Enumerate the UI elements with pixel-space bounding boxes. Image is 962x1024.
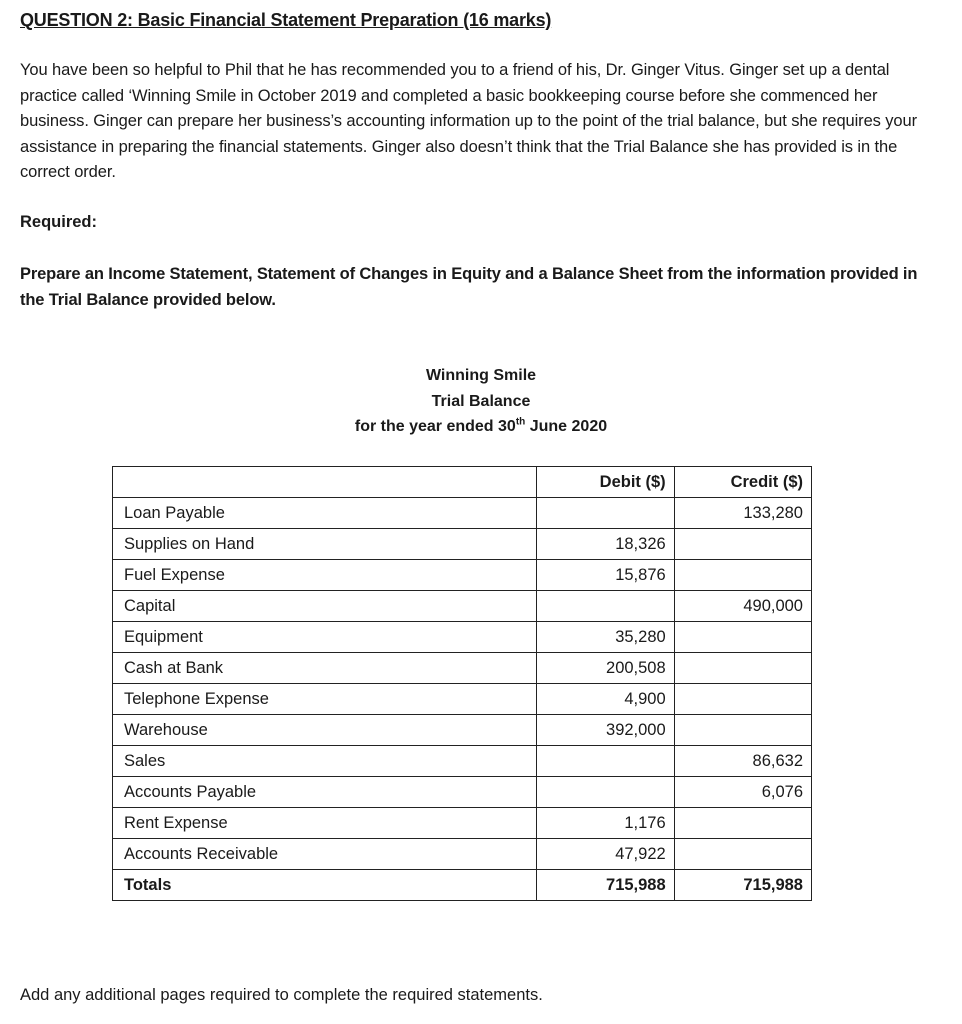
account-cell: Sales (113, 746, 537, 777)
account-cell: Accounts Payable (113, 777, 537, 808)
table-row (113, 715, 812, 746)
period-ordinal: th (515, 416, 526, 428)
company-name: Winning Smile (425, 367, 537, 384)
debit-cell: 200,508 (537, 653, 674, 684)
credit-cell: 490,000 (674, 591, 811, 622)
account-column-header (113, 467, 537, 498)
credit-cell (674, 808, 811, 839)
account-cell: Fuel Expense (113, 560, 537, 591)
credit-cell: 6,076 (674, 777, 811, 808)
debit-cell (537, 777, 674, 808)
account-cell: Cash at Bank (113, 653, 537, 684)
credit-cell (674, 684, 811, 715)
account-cell: Accounts Receivable (113, 839, 537, 870)
report-period (300, 414, 662, 440)
account-cell: Rent Expense (113, 808, 537, 839)
footer-note: Add any additional pages required to complete the required statements. (20, 986, 543, 1004)
debit-cell: 47,922 (537, 839, 674, 870)
question-intro: You have been so helpful to Phil that he has recommended you to a friend of his, Dr. Ginger Vitus. Ginger set up a dental practice called ‘Winning Smile in October 2019 and completed a basic bookkeeping course before she commenced her business. Ginger can prepare her business’s accounting information up to the point of the trial balance, but she requires your assistance in preparing the financial statements. Ginger also doesn’t think that the Trial Balance she has provided is in the correct order. (20, 61, 917, 181)
debit-cell (537, 591, 674, 622)
table-row (113, 560, 812, 591)
credit-column-header: Credit ($) (674, 467, 811, 498)
totals-row (113, 870, 812, 901)
table-row (113, 498, 812, 529)
trial-balance-table (112, 466, 812, 901)
table-row (113, 529, 812, 560)
account-cell: Warehouse (113, 715, 537, 746)
credit-cell (674, 622, 811, 653)
debit-cell: 4,900 (537, 684, 674, 715)
credit-cell (674, 653, 811, 684)
table-header-row (113, 467, 812, 498)
question-title: QUESTION 2: Basic Financial Statement Preparation (16 marks) (20, 10, 552, 30)
table-row (113, 839, 812, 870)
period-suffix: June 2020 (525, 418, 608, 435)
debit-column-header: Debit ($) (537, 467, 674, 498)
debit-cell: 18,326 (537, 529, 674, 560)
trial-balance-heading (300, 363, 662, 440)
report-title: Trial Balance (431, 392, 531, 410)
debit-cell: 1,176 (537, 808, 674, 839)
table-row (113, 622, 812, 653)
credit-cell (674, 839, 811, 870)
totals-debit: 715,988 (537, 870, 674, 901)
credit-cell: 133,280 (674, 498, 811, 529)
trial-balance-body (113, 498, 812, 901)
credit-cell: 86,632 (674, 746, 811, 777)
account-cell: Telephone Expense (113, 684, 537, 715)
credit-cell (674, 529, 811, 560)
period-prefix: for the year ended 30 (354, 418, 516, 435)
table-row (113, 653, 812, 684)
table-row (113, 808, 812, 839)
totals-label: Totals (113, 870, 537, 901)
table-row (113, 746, 812, 777)
table-row (113, 777, 812, 808)
debit-cell: 15,876 (537, 560, 674, 591)
credit-cell (674, 715, 811, 746)
table-row (113, 684, 812, 715)
account-cell: Equipment (113, 622, 537, 653)
required-label: Required: (20, 213, 98, 231)
debit-cell (537, 746, 674, 777)
debit-cell (537, 498, 674, 529)
credit-cell (674, 560, 811, 591)
totals-credit: 715,988 (674, 870, 811, 901)
account-cell: Capital (113, 591, 537, 622)
debit-cell: 35,280 (537, 622, 674, 653)
account-cell: Supplies on Hand (113, 529, 537, 560)
debit-cell: 392,000 (537, 715, 674, 746)
required-instruction: Prepare an Income Statement, Statement of Changes in Equity and a Balance Sheet from the information provided in the Trial Balance provided below. (20, 265, 918, 309)
account-cell: Loan Payable (113, 498, 537, 529)
table-row (113, 591, 812, 622)
